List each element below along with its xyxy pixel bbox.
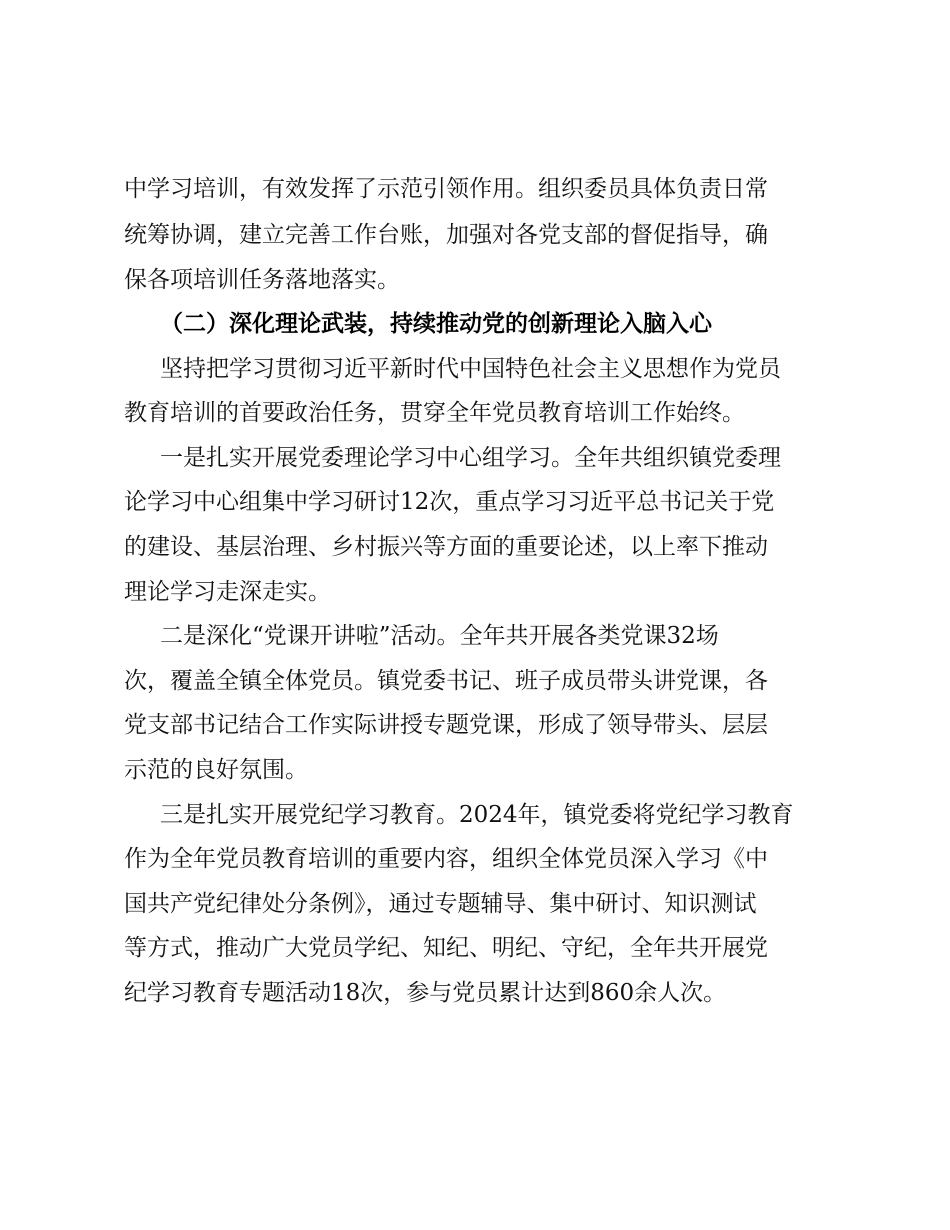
body-text-line: 坚持把学习贯彻习近平新时代中国特色社会主义思想作为党员 [160, 356, 781, 382]
body-text-line: 纪学习教育专题活动18次，参与党员累计达到860余人次。 [124, 980, 727, 1006]
body-text-line: 一是扎实开展党委理论学习中心组学习。全年共组织镇党委理 [160, 445, 781, 471]
body-text-line: 统筹协调，建立完善工作台账，加强对各党支部的督促指导，确 [124, 222, 768, 248]
body-text-line: 论学习中心组集中学习研讨12次，重点学习习近平总书记关于党 [124, 489, 775, 515]
body-text-line: 国共产党纪律处分条例》，通过专题辅导、集中研讨、知识测试 [124, 891, 757, 917]
body-text-line: 三是扎实开展党纪学习教育。2024年，镇党委将党纪学习教育 [160, 802, 794, 828]
body-text-line: 二是深化“党课开讲啦”活动。全年共开展各类党课32场 [160, 623, 719, 649]
body-text-line: 示范的良好氛围。 [124, 757, 308, 783]
body-text-line: 党支部书记结合工作实际讲授专题党课，形成了领导带头、层层 [124, 712, 768, 738]
body-text-line: 教育培训的首要政治任务，贯穿全年党员教育培训工作始终。 [124, 400, 745, 426]
body-text-line: 理论学习走深走实。 [124, 579, 331, 605]
section-heading: （二）深化理论武装，持续推动党的创新理论入脑入心 [160, 311, 712, 337]
body-text-line: 中学习培训，有效发挥了示范引领作用。组织委员具体负责日常 [124, 176, 768, 202]
body-text-line: 等方式，推动广大党员学纪、知纪、明纪、守纪，全年共开展党 [124, 935, 768, 961]
body-text-line: 的建设、基层治理、乡村振兴等方面的重要论述，以上率下推动 [124, 534, 768, 560]
body-text-line: 保各项培训任务落地落实。 [124, 267, 400, 293]
body-text-line: 作为全年党员教育培训的重要内容，组织全体党员深入学习《中 [124, 846, 768, 872]
body-text-line: 次，覆盖全镇全体党员。镇党委书记、班子成员带头讲党课，各 [124, 668, 768, 694]
